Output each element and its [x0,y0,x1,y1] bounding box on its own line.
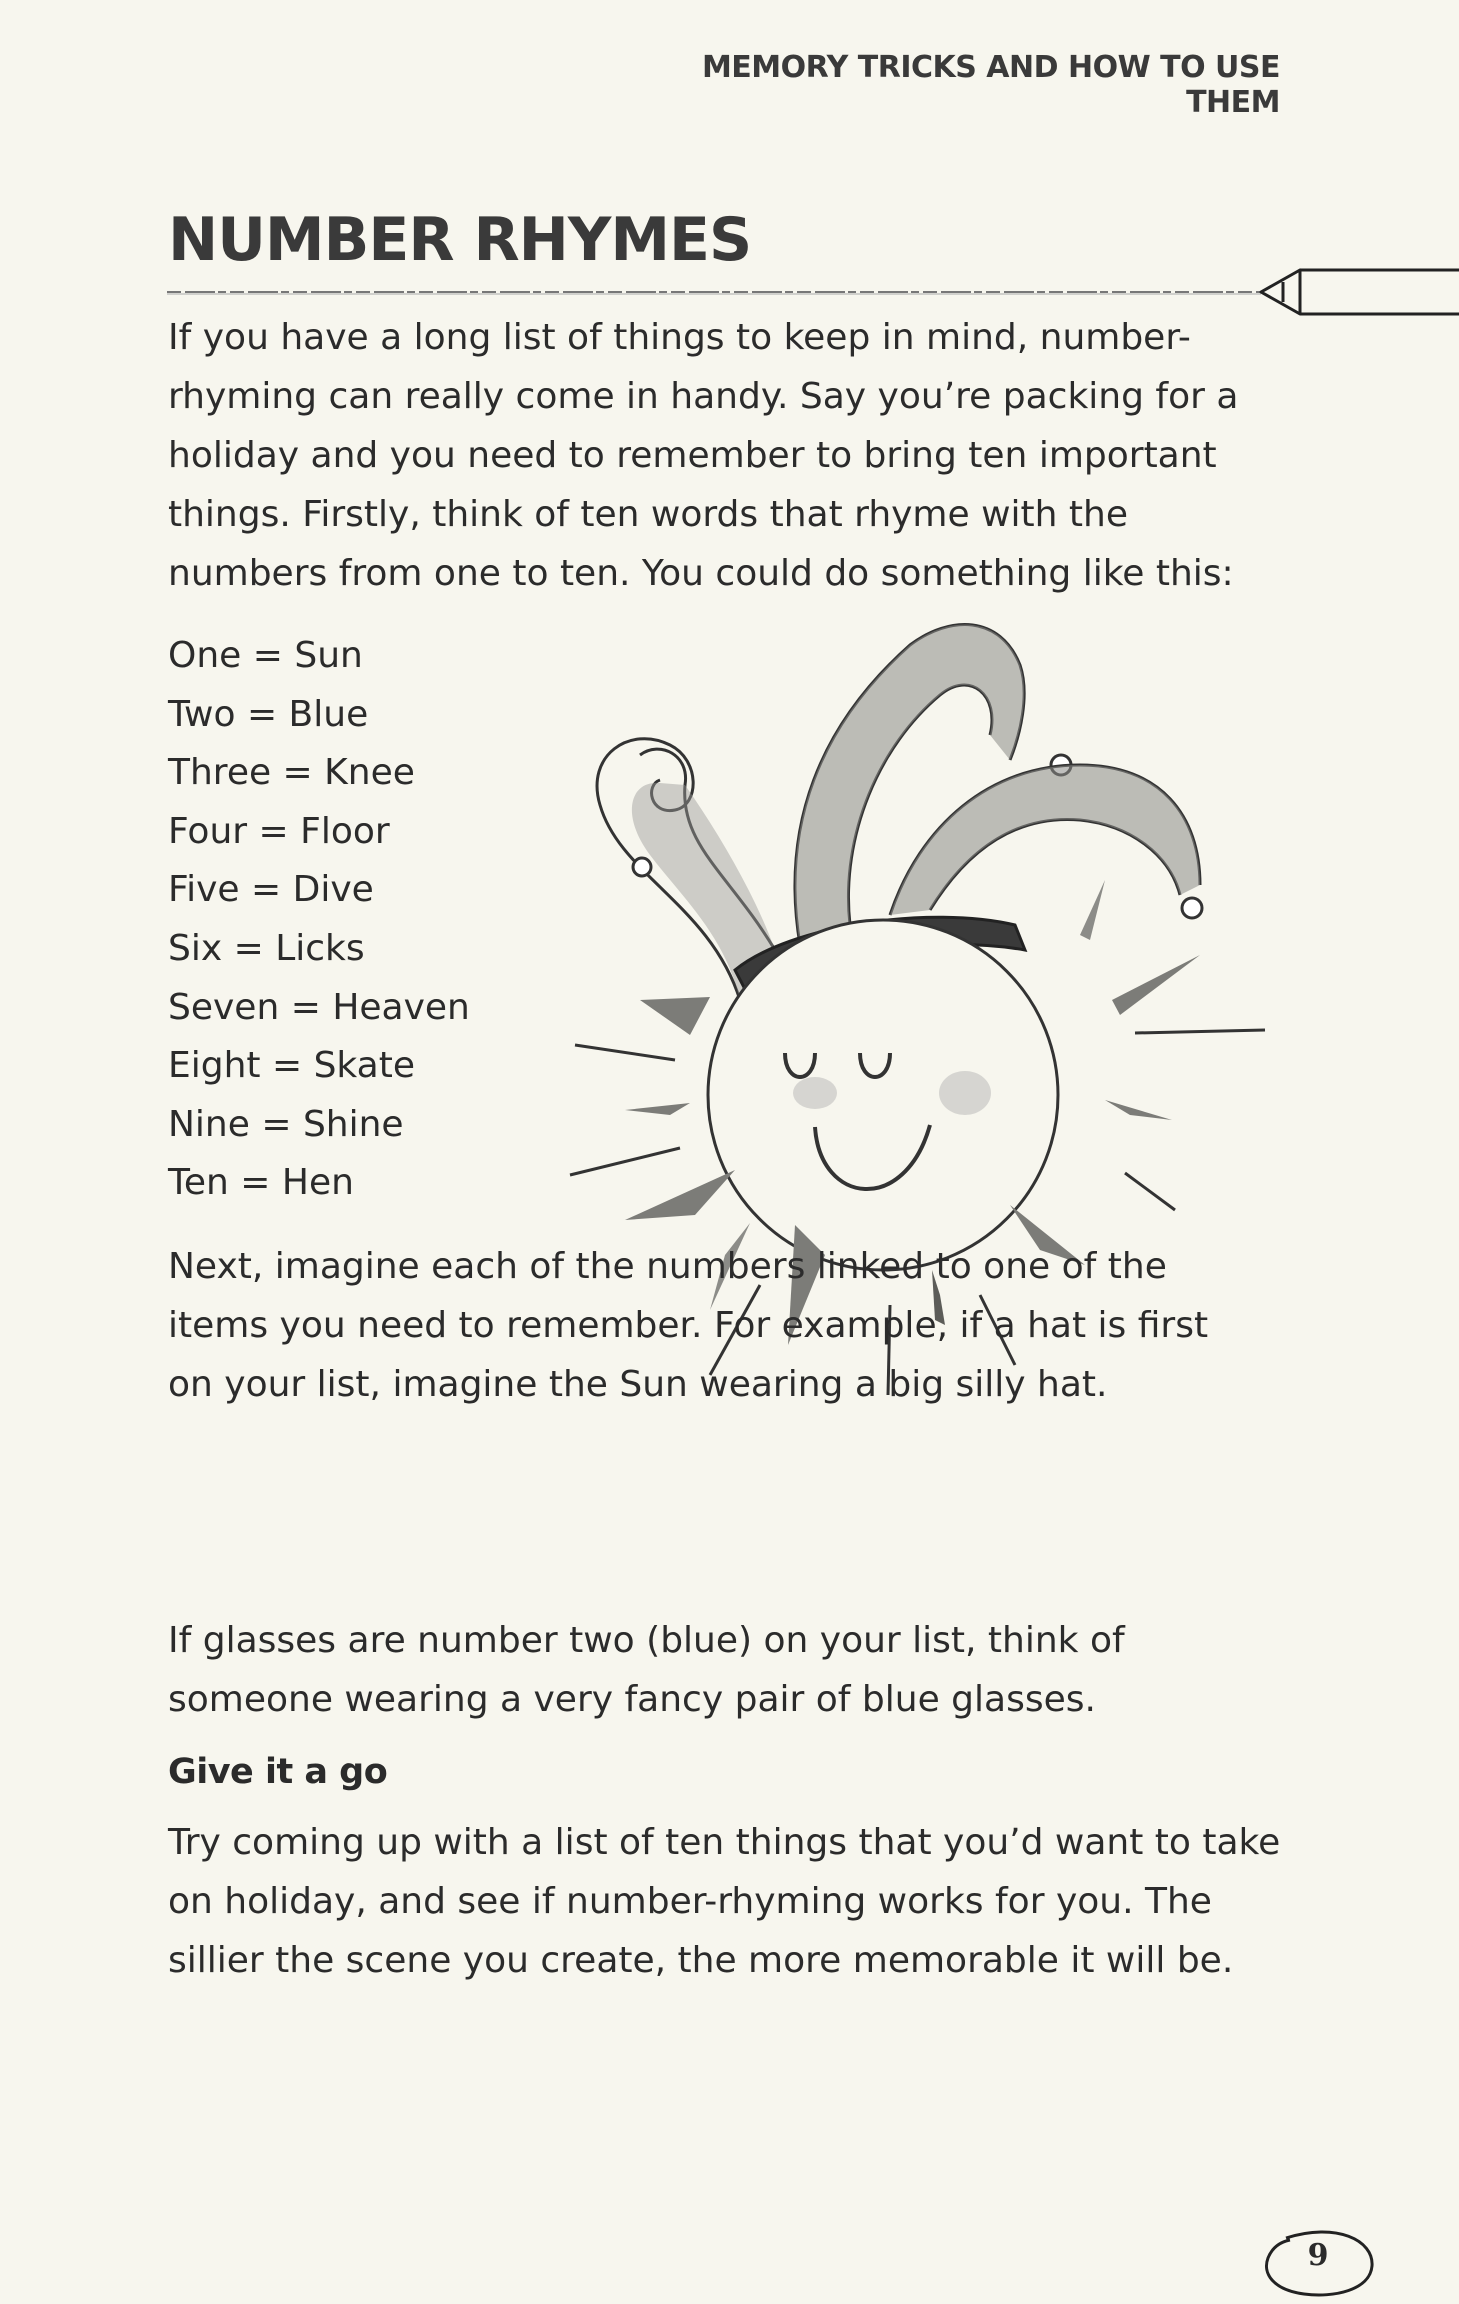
subheading: Give it a go [168,1752,388,1792]
rhyme-list [168,627,470,1213]
running-head: MEMORY TRICKS AND HOW TO USE THEM [701,50,1280,120]
rhyme-item-four: Four = Floor [168,810,390,852]
rhyme-item-three: Three = Knee [168,752,415,794]
next-paragraph: Next, imagine each of the numbers linked to one of the items you need to remember. For example, if a hat is first on your list, imagine the Sun wearing a big silly hat. [168,1246,1209,1405]
rhyme-item-five: Five = Dive [168,869,374,911]
page-number: 9 [1307,2238,1329,2273]
intro-paragraph: If you have a long list of things to keep in mind, number-rhyming can really come in handy. Say you’re packing for a holiday and you need to remember to bring ten important things. Firstly, think of ten words that rhyme with the numbers from one to ten. You could do something like this: [168,317,1239,594]
glasses-paragraph: If glasses are number two (blue) on your list, think of someone wearing a very fancy pair of blue glasses. [168,1620,1125,1720]
rhyme-item-seven: Seven = Heaven [168,986,470,1028]
rhyme-item-eight: Eight = Skate [168,1045,415,1087]
page-title: NUMBER RHYMES [168,205,752,275]
rhyme-item-one: One = Sun [168,635,363,676]
try-paragraph: Try coming up with a list of ten things that you’d want to take on holiday, and see if number-rhyming works for you. The sillier the scene you create, the more memorable it will be. [168,1822,1281,1981]
rhyme-item-six: Six = Licks [168,927,365,969]
rhyme-item-ten: Ten = Hen [168,1162,354,1204]
rhyme-item-nine: Nine = Shine [168,1103,404,1145]
rhyme-item-two: Two = Blue [168,693,369,735]
